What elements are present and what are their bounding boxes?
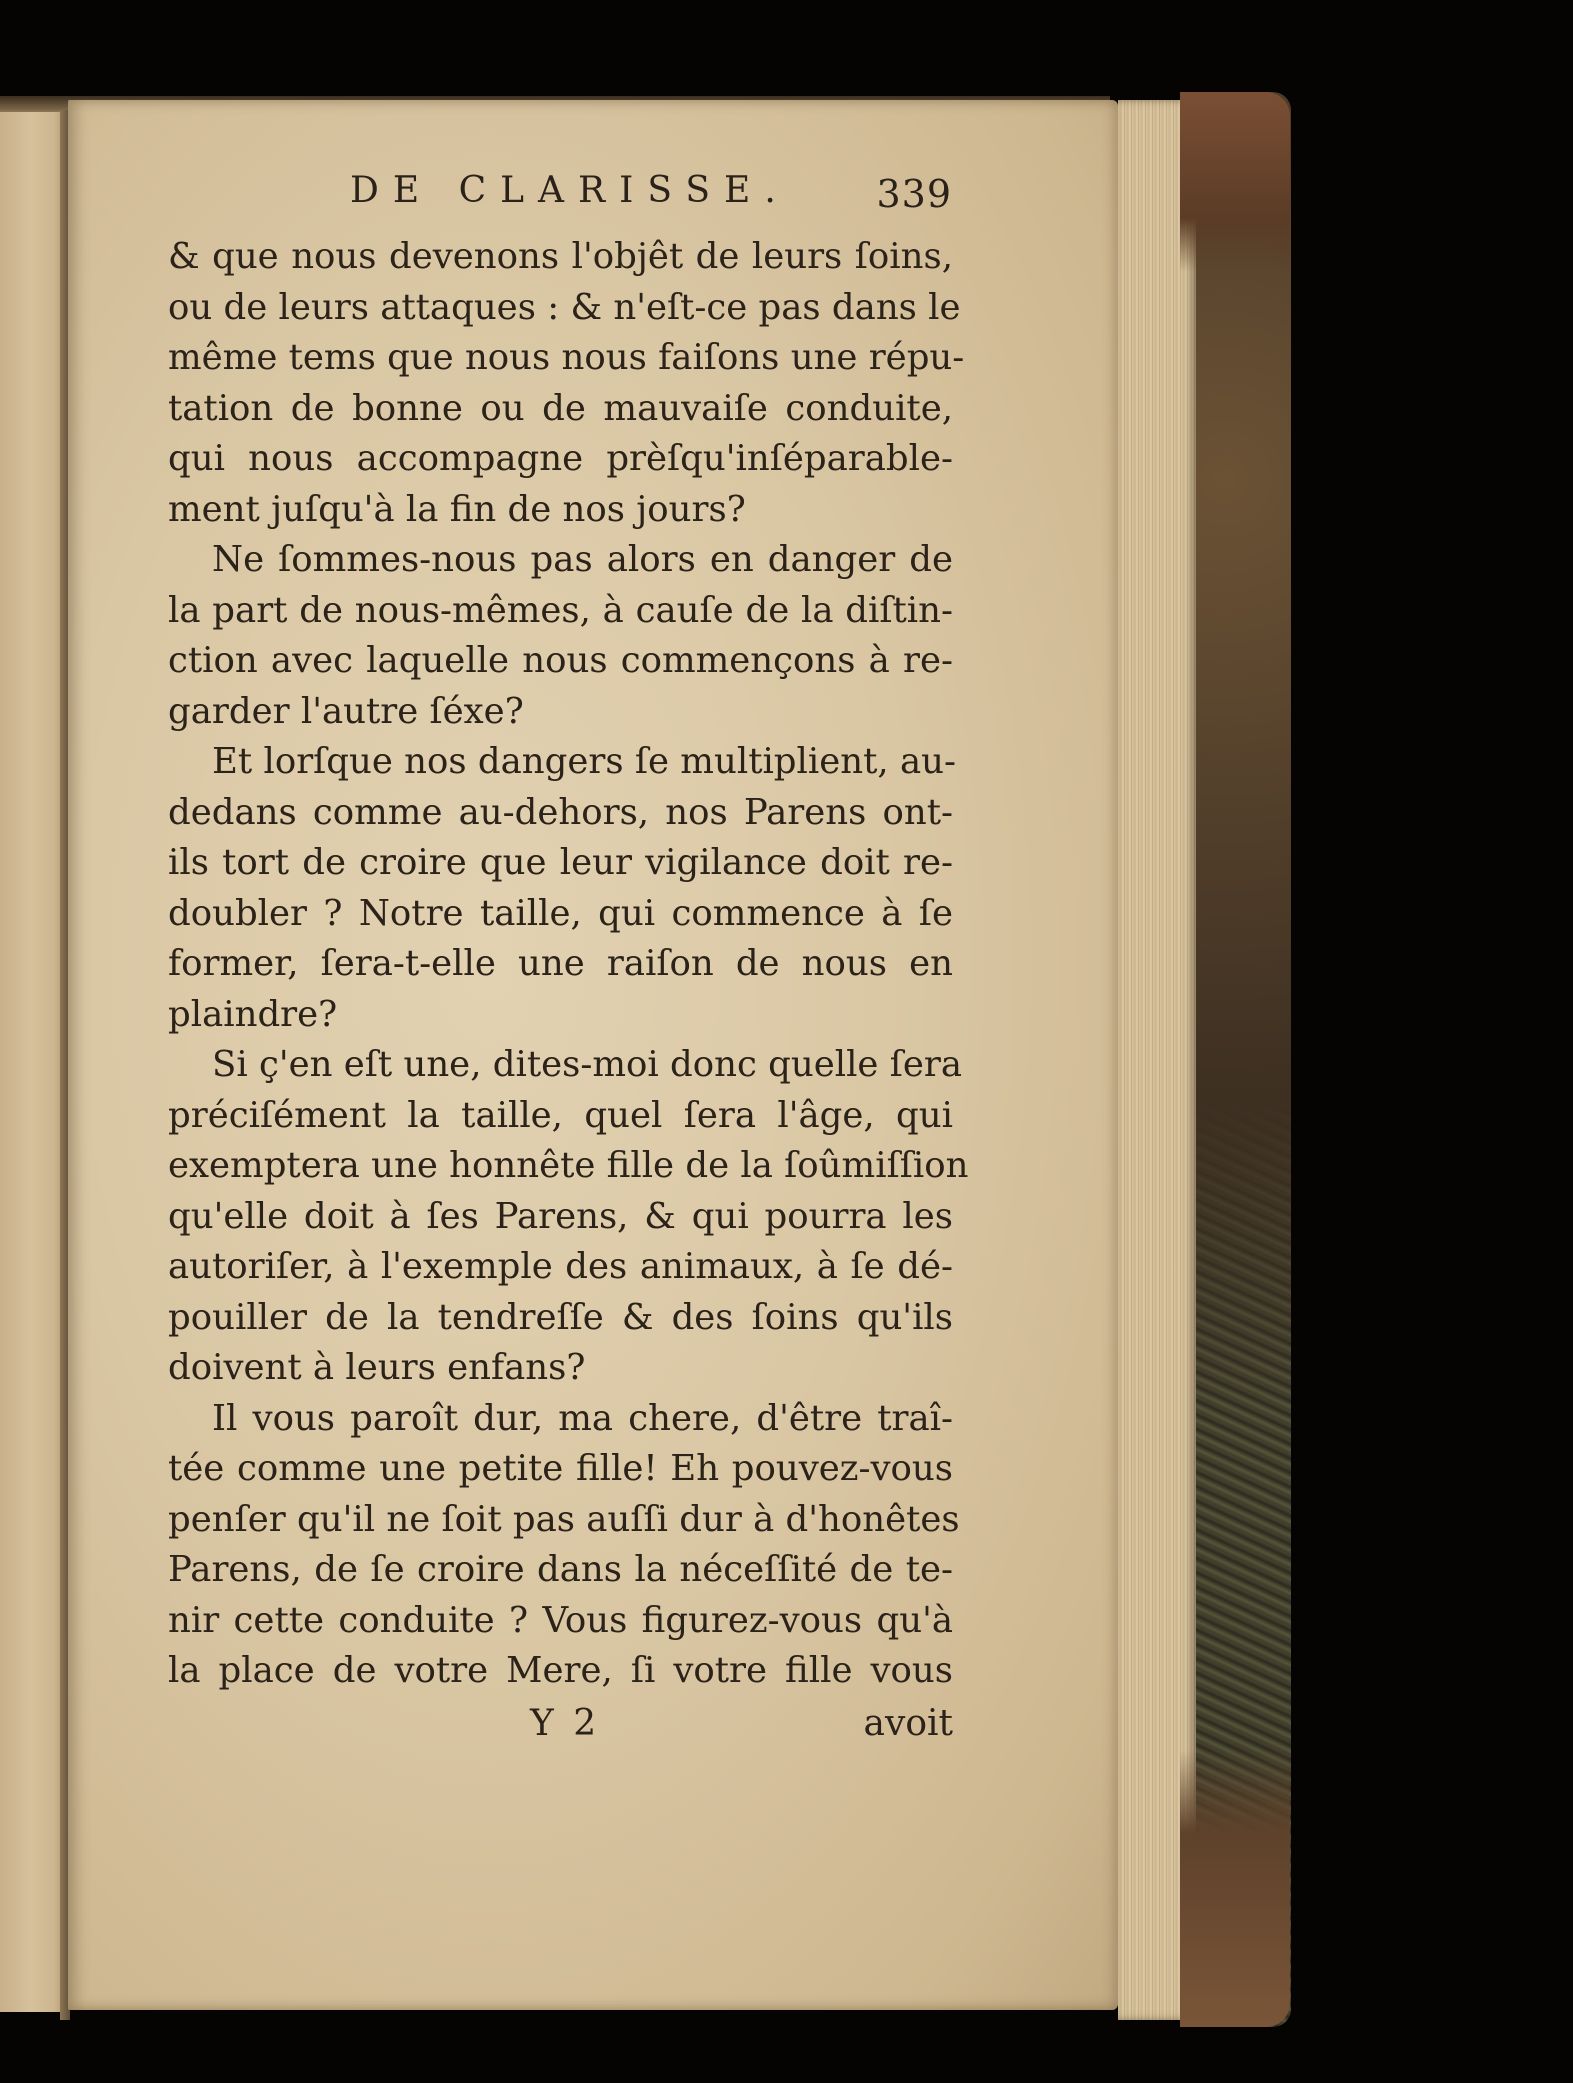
text-line: ment juſqu'à la fin de nos jours?: [168, 488, 746, 530]
text-line: penſer qu'il ne ſoit pas auſſi dur à d'honêtes: [168, 1498, 960, 1540]
running-title: DE CLARISSE.: [350, 170, 790, 211]
text-line: Parens, de ſe croire dans la néceſſité de te-: [168, 1549, 953, 1590]
catchword: avoit: [863, 1703, 953, 1744]
text-line: exemptera une honnête fille de la ſoûmiſſion: [168, 1145, 969, 1186]
text-line: doubler ? Notre taille, qui commence à ſe: [168, 892, 953, 934]
text-line: Il vous paroît dur, ma chere, d'être traî-: [212, 1397, 953, 1439]
text-line: plaindre?: [168, 993, 338, 1035]
text-line: qu'elle doit à ſes Parens, & qui pourra les: [168, 1195, 953, 1237]
text-line: ction avec laquelle nous commençons à re-: [168, 640, 953, 681]
left-page-edge: [0, 112, 68, 2012]
signature-mark: Y 2: [530, 1703, 601, 1744]
text-line: la part de nous-mêmes, à cauſe de la diſtin-: [168, 589, 953, 631]
page-fore-edge: [1118, 100, 1196, 2020]
text-line: autoriſer, à l'exemple des animaux, à ſe dé-: [168, 1246, 953, 1287]
text-line: & que nous devenons l'objêt de leurs ſoins,: [168, 236, 953, 277]
page-footer: [168, 1703, 953, 1753]
text-line: même tems que nous nous faiſons une répu-: [168, 337, 965, 378]
text-line: tée comme une petite fille! Eh pouvez-vous: [168, 1448, 953, 1489]
text-line: former, ſera-t-elle une raiſon de nous en: [168, 943, 953, 984]
binding-corner-bottom: [1180, 1750, 1290, 2027]
text-line: nir cette conduite ? Vous figurez-vous qu'à: [168, 1599, 953, 1641]
text-line: tation de bonne ou de mauvaiſe conduite,: [168, 387, 953, 429]
text-line: garder l'autre ſéxe?: [168, 690, 524, 732]
page-number: 339: [876, 172, 952, 216]
body-text: [168, 232, 969, 1697]
text-line: Si ç'en eſt une, dites-moi donc quelle ſera: [212, 1044, 963, 1085]
text-line: qui nous accompagne prèſqu'inſéparable-: [168, 438, 953, 479]
text-line: doivent à leurs enfans?: [168, 1347, 586, 1388]
text-line: ils tort de croire que leur vigilance doit re-: [168, 842, 953, 883]
text-line: ou de leurs attaques : & n'eſt-ce pas dans le: [168, 286, 961, 328]
text-line: Et lorſque nos dangers ſe multiplient, au-: [212, 741, 956, 782]
text-line: la place de votre Mere, ſi votre fille vous: [168, 1650, 953, 1691]
text-line: dedans comme au-dehors, nos Parens ont-: [168, 791, 953, 833]
text-line: préciſément la taille, quel ſera l'âge, qui: [168, 1094, 953, 1136]
binding-corner-top: [1180, 92, 1290, 272]
leather-binding: [1196, 92, 1291, 2027]
text-line: pouiller de la tendreſſe & des ſoins qu'ils: [168, 1296, 953, 1338]
text-line: Ne ſommes-nous pas alors en danger de: [212, 539, 953, 580]
page-header: [290, 170, 970, 220]
